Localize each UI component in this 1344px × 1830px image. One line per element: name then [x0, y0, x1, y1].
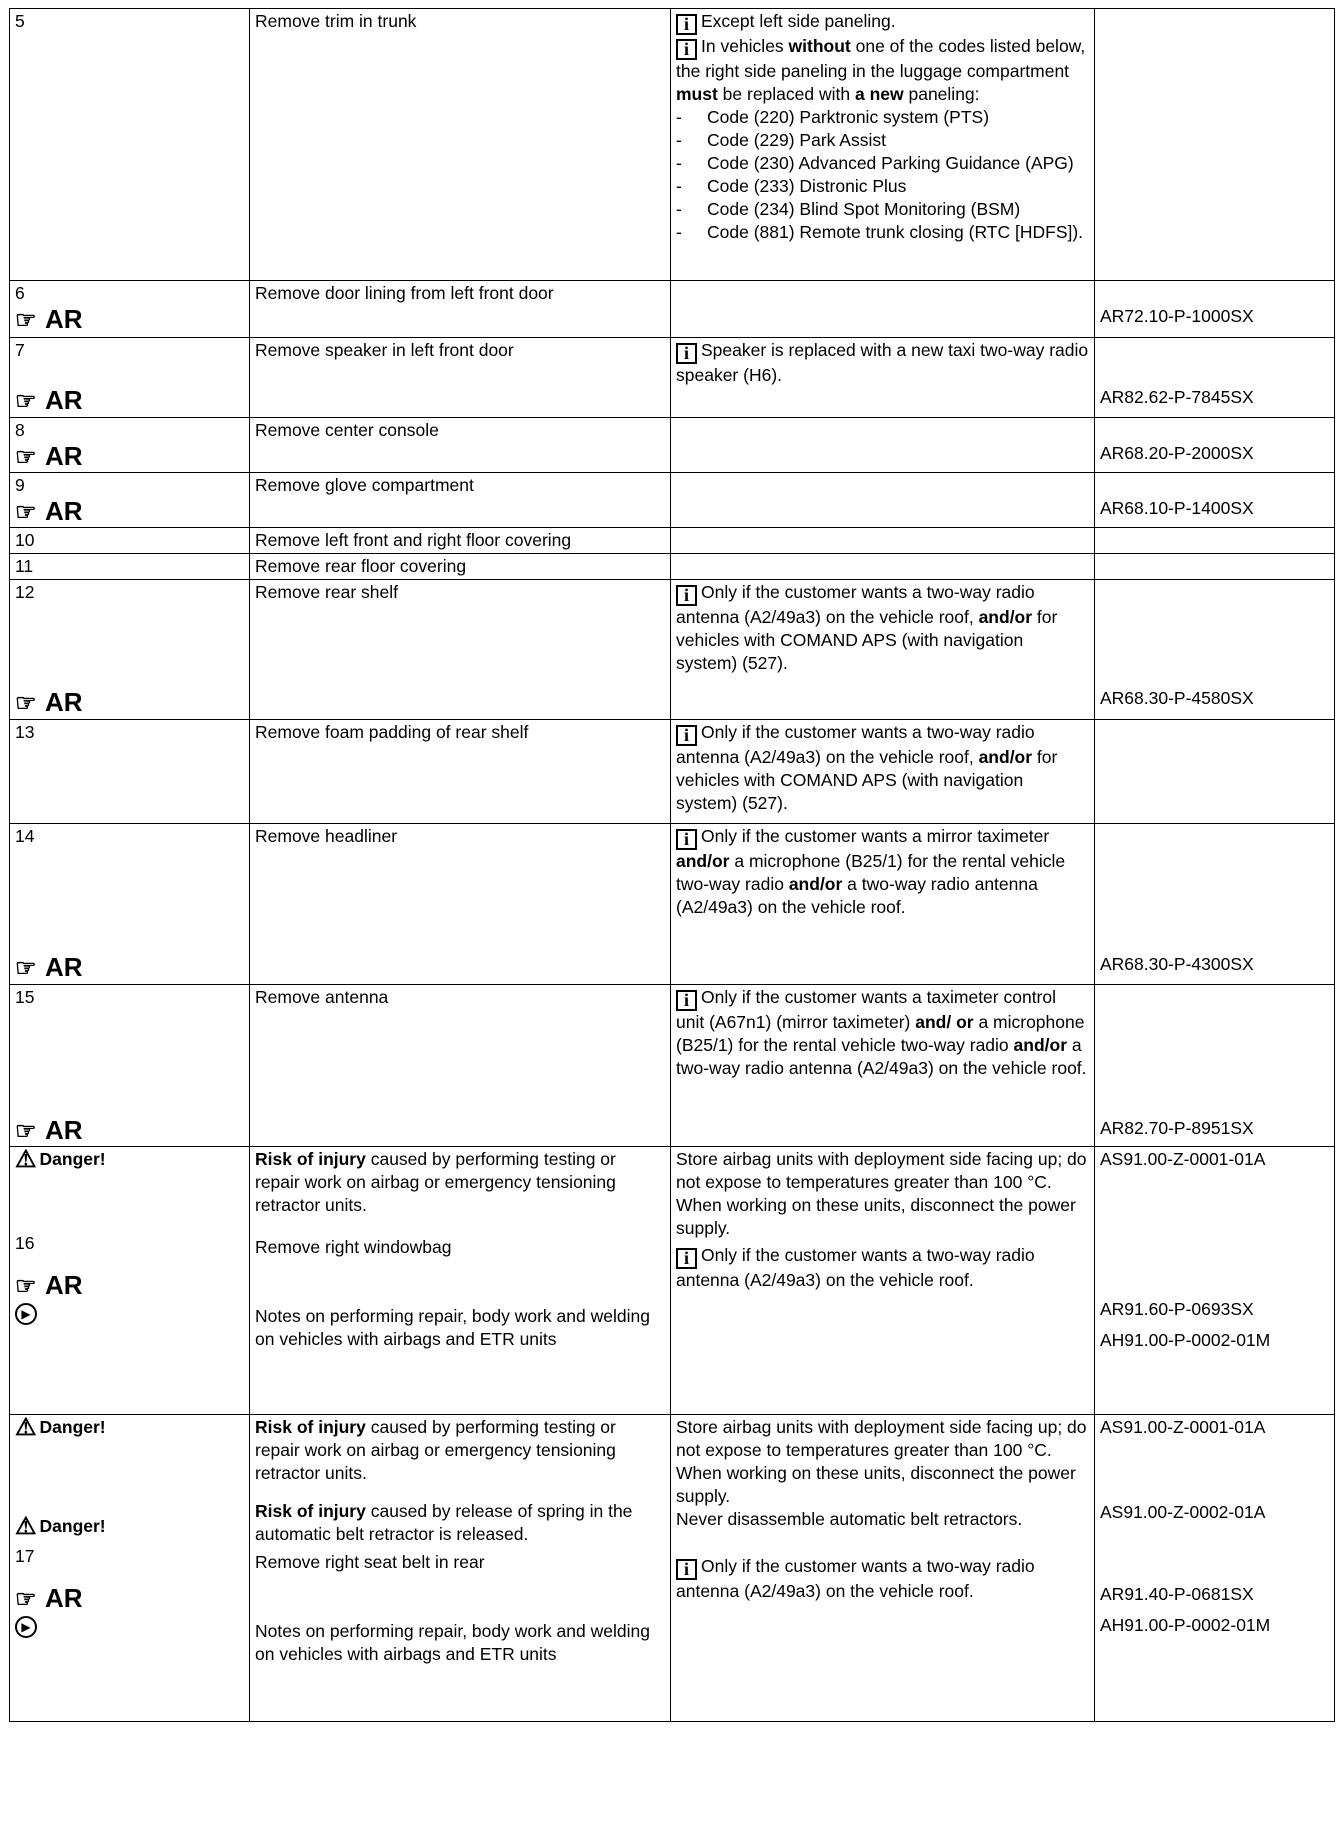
action-text: Remove right windowbag — [255, 1237, 452, 1257]
info-emphasis: and/or — [788, 874, 843, 894]
note-line — [676, 986, 1089, 1080]
reference-link[interactable]: AR91.40-P-0681SX — [1100, 1584, 1254, 1604]
info-text: a microphone (B25/1) for the rental vehicle two-way radio — [676, 851, 1066, 894]
info-text: Only if the customer wants a two-way radio antenna (A2/49a3) on the vehicle roof, — [676, 582, 1035, 627]
table-row — [10, 720, 1335, 824]
step-cell — [10, 1415, 250, 1722]
reference-cell — [1095, 720, 1335, 824]
ar-label: AR — [45, 496, 83, 526]
danger-description — [255, 1148, 665, 1217]
reference-cell — [1095, 418, 1335, 473]
reference-link[interactable]: AS91.00-Z-0001-01A — [1100, 1149, 1266, 1169]
step-number: 12 — [15, 582, 35, 602]
step-cell — [10, 1147, 250, 1415]
table-row — [10, 985, 1335, 1147]
pointing-hand-icon: ☞ — [15, 388, 37, 415]
pointing-hand-icon: ☞ — [15, 499, 37, 526]
reference-link[interactable]: AS91.00-Z-0002-01A — [1100, 1502, 1266, 1522]
step-number: 9 — [15, 475, 25, 495]
reference-cell — [1095, 985, 1335, 1147]
code-text: Code (881) Remote trunk closing (RTC [HDFS]). — [707, 222, 1084, 242]
table-row — [10, 554, 1335, 580]
action-cell — [250, 985, 671, 1147]
notes-cell — [671, 985, 1095, 1147]
action-text: Remove right seat belt in rear — [255, 1552, 485, 1572]
notes-cell — [671, 824, 1095, 985]
step-cell — [10, 473, 250, 528]
dash: - — [676, 130, 682, 150]
code-text: Code (220) Parktronic system (PTS) — [707, 107, 990, 127]
reference-cell — [1095, 1147, 1335, 1415]
notes-cell — [671, 281, 1095, 338]
ar-marker — [15, 386, 244, 414]
action-text: Remove center console — [255, 420, 439, 440]
dash: - — [676, 176, 682, 196]
action-cell — [250, 473, 671, 528]
info-emphasis: and/or — [978, 747, 1033, 767]
note-circle-icon: ▶ — [15, 1616, 37, 1638]
note-line — [676, 581, 1089, 675]
info-icon: i — [676, 990, 697, 1011]
action-cell — [250, 281, 671, 338]
pointing-hand-icon: ☞ — [15, 444, 37, 471]
info-text: a two-way radio antenna (A2/49a3) on the vehicle roof. — [676, 1035, 1087, 1078]
danger-text: caused by performing testing or repair work on airbag or emergency tensioning retractor units. — [255, 1417, 616, 1483]
info-emphasis: and/or — [1013, 1035, 1068, 1055]
step-number: 7 — [15, 340, 25, 360]
table-row — [10, 528, 1335, 554]
action-text: Remove door lining from left front door — [255, 283, 554, 303]
info-text: be replaced with — [717, 84, 855, 104]
action-text: Remove rear floor covering — [255, 556, 467, 576]
action-text: Remove foam padding of rear shelf — [255, 722, 529, 742]
warning-triangle-icon: ⚠ — [15, 1414, 37, 1441]
reference-link[interactable]: AR68.30-P-4300SX — [1100, 954, 1254, 974]
ar-label: AR — [45, 687, 83, 717]
step-cell — [10, 580, 250, 720]
reference-cell — [1095, 338, 1335, 418]
ar-marker — [15, 442, 244, 470]
action-cell — [250, 720, 671, 824]
info-text: for vehicles with COMAND APS (with navigation system) (527). — [676, 607, 1058, 673]
info-emphasis: must — [676, 84, 718, 104]
reference-cell — [1095, 580, 1335, 720]
danger-label — [15, 1515, 244, 1538]
danger-emphasis: Risk of injury — [255, 1501, 366, 1521]
table-row — [10, 1415, 1335, 1722]
action-text: Remove rear shelf — [255, 582, 398, 602]
note-line — [676, 339, 1089, 387]
reference-link[interactable]: AR68.10-P-1400SX — [1100, 498, 1254, 518]
info-emphasis: a new — [854, 84, 904, 104]
info-text: Only if the customer wants a two-way radio antenna (A2/49a3) on the vehicle roof. — [676, 1556, 1035, 1601]
code-list-item — [676, 106, 1089, 129]
notes-cell — [671, 720, 1095, 824]
danger-note: Never disassemble automatic belt retractors. — [676, 1509, 1023, 1529]
reference-cell — [1095, 824, 1335, 985]
ar-marker — [15, 497, 244, 525]
ar-marker — [15, 688, 244, 716]
code-list-item — [676, 152, 1089, 175]
step-cell — [10, 528, 250, 554]
ar-marker — [15, 1116, 244, 1144]
code-text: Code (233) Distronic Plus — [707, 176, 907, 196]
info-icon: i — [676, 1248, 697, 1269]
info-text: a microphone (B25/1) for the rental vehicle two-way radio — [676, 1012, 1085, 1055]
step-number: 11 — [15, 556, 34, 576]
action-cell — [250, 1147, 671, 1415]
ar-label: AR — [45, 1583, 83, 1613]
action-text: Remove left front and right floor covering — [255, 530, 572, 550]
pointing-hand-icon: ☞ — [15, 690, 37, 717]
danger-text: Danger! — [39, 1516, 106, 1536]
action-cell — [250, 554, 671, 580]
note-action-text: Notes on performing repair, body work and welding on vehicles with airbags and ETR units — [255, 1621, 650, 1664]
reference-cell — [1095, 473, 1335, 528]
table-row — [10, 338, 1335, 418]
step-cell — [10, 554, 250, 580]
action-cell — [250, 824, 671, 985]
info-emphasis: and/ or — [915, 1012, 974, 1032]
danger-emphasis: Risk of injury — [255, 1417, 366, 1437]
table-row — [10, 418, 1335, 473]
table-row — [10, 281, 1335, 338]
info-text: Only if the customer wants a two-way radio antenna (A2/49a3) on the vehicle roof, — [676, 722, 1035, 767]
reference-link[interactable]: AR68.20-P-2000SX — [1100, 443, 1254, 463]
reference-link[interactable]: AR68.30-P-4580SX — [1100, 688, 1254, 708]
danger-description — [255, 1416, 665, 1485]
info-icon: i — [676, 585, 697, 606]
notes-cell — [671, 554, 1095, 580]
notes-cell — [671, 338, 1095, 418]
reference-cell — [1095, 281, 1335, 338]
info-emphasis: and/or — [978, 607, 1033, 627]
action-text: Remove glove compartment — [255, 475, 474, 495]
action-cell — [250, 528, 671, 554]
reference-link[interactable]: AR82.62-P-7845SX — [1100, 387, 1254, 407]
warning-triangle-icon: ⚠ — [15, 1513, 37, 1540]
action-cell — [250, 9, 671, 281]
info-text: a two-way radio antenna (A2/49a3) on the vehicle roof. — [676, 874, 1038, 917]
info-text: paneling: — [903, 84, 980, 104]
action-text: Remove trim in trunk — [255, 11, 417, 31]
code-list-item — [676, 198, 1089, 221]
info-text: Except left side paneling. — [701, 11, 896, 31]
note-line — [676, 10, 1089, 35]
info-text: one of the codes listed below, the right side paneling in the luggage compartment — [676, 36, 1086, 81]
info-text: Only if the customer wants a mirror taximeter — [701, 826, 1050, 846]
step-cell — [10, 281, 250, 338]
pointing-hand-icon: ☞ — [15, 307, 37, 334]
code-text: Code (230) Advanced Parking Guidance (APG) — [707, 153, 1074, 173]
info-icon: i — [676, 14, 697, 35]
step-cell — [10, 9, 250, 281]
info-icon: i — [676, 343, 697, 364]
info-text: Only if the customer wants a taximeter control unit (A67n1) (mirror taximeter) — [676, 987, 1056, 1032]
reference-link[interactable]: AR91.60-P-0693SX — [1100, 1299, 1254, 1319]
step-number: 6 — [15, 283, 25, 303]
step-number: 14 — [15, 826, 35, 846]
info-icon: i — [676, 829, 697, 850]
ar-label: AR — [45, 1115, 83, 1145]
info-text: Only if the customer wants a two-way radio antenna (A2/49a3) on the vehicle roof. — [676, 1245, 1035, 1290]
note-circle-icon: ▶ — [15, 1303, 37, 1325]
ar-label: AR — [45, 385, 83, 415]
danger-emphasis: Risk of injury — [255, 1149, 366, 1169]
note-line — [676, 825, 1089, 919]
notes-cell — [671, 418, 1095, 473]
step-number: 16 — [15, 1233, 35, 1253]
procedure-table — [9, 8, 1335, 1722]
reference-link[interactable]: AH91.00-P-0002-01M — [1100, 1330, 1271, 1350]
step-cell — [10, 720, 250, 824]
step-number: 17 — [15, 1546, 35, 1566]
reference-link[interactable]: AS91.00-Z-0001-01A — [1100, 1417, 1266, 1437]
step-cell — [10, 824, 250, 985]
step-number: 10 — [15, 530, 35, 550]
dash: - — [676, 222, 682, 242]
step-number: 13 — [15, 722, 35, 742]
note-action-text: Notes on performing repair, body work and welding on vehicles with airbags and ETR units — [255, 1306, 650, 1349]
note-line — [676, 721, 1089, 815]
pointing-hand-icon: ☞ — [15, 1118, 37, 1145]
info-icon: i — [676, 39, 697, 60]
note-line — [676, 35, 1089, 106]
danger-note: Store airbag units with deployment side facing up; do not expose to temperatures greater than 100 °C. When working on these units, disconnect the power supply. — [676, 1417, 1087, 1506]
note-line — [676, 1555, 1089, 1603]
ar-label: AR — [45, 441, 83, 471]
ar-label: AR — [45, 1270, 83, 1300]
info-text: Speaker is replaced with a new taxi two-way radio speaker (H6). — [676, 340, 1089, 385]
danger-text: caused by performing testing or repair work on airbag or emergency tensioning retractor units. — [255, 1149, 616, 1215]
procedure-page — [9, 8, 1334, 1722]
info-text: In vehicles — [701, 36, 789, 56]
table-row — [10, 9, 1335, 281]
info-emphasis: without — [788, 36, 851, 56]
action-cell — [250, 580, 671, 720]
code-text: Code (234) Blind Spot Monitoring (BSM) — [707, 199, 1021, 219]
table-row — [10, 580, 1335, 720]
action-cell — [250, 418, 671, 473]
code-text: Code (229) Park Assist — [707, 130, 886, 150]
action-text: Remove headliner — [255, 826, 398, 846]
reference-cell — [1095, 554, 1335, 580]
code-list-item — [676, 221, 1089, 244]
pointing-hand-icon: ☞ — [15, 1586, 37, 1613]
step-number: 5 — [15, 11, 25, 31]
info-text: for vehicles with COMAND APS (with navigation system) (527). — [676, 747, 1058, 813]
step-cell — [10, 338, 250, 418]
table-row — [10, 1147, 1335, 1415]
danger-label — [15, 1416, 244, 1439]
danger-label — [15, 1148, 244, 1171]
reference-link[interactable]: AR82.70-P-8951SX — [1100, 1118, 1254, 1138]
notes-cell — [671, 473, 1095, 528]
notes-cell — [671, 1415, 1095, 1722]
reference-cell — [1095, 9, 1335, 281]
action-text: Remove antenna — [255, 987, 389, 1007]
ar-marker — [15, 1584, 244, 1612]
pointing-hand-icon: ☞ — [15, 955, 37, 982]
dash: - — [676, 107, 682, 127]
action-text: Remove speaker in left front door — [255, 340, 514, 360]
danger-text: Danger! — [39, 1417, 106, 1437]
info-emphasis: and/or — [676, 851, 730, 871]
danger-text: caused by release of spring in the automatic belt retractor is released. — [255, 1501, 633, 1544]
step-cell — [10, 985, 250, 1147]
danger-description — [255, 1500, 665, 1546]
reference-link[interactable]: AR72.10-P-1000SX — [1100, 306, 1254, 326]
notes-cell — [671, 528, 1095, 554]
notes-cell — [671, 9, 1095, 281]
code-list-item — [676, 175, 1089, 198]
step-number: 8 — [15, 420, 25, 440]
ar-marker — [15, 953, 244, 981]
reference-link[interactable]: AH91.00-P-0002-01M — [1100, 1615, 1271, 1635]
pointing-hand-icon: ☞ — [15, 1273, 37, 1300]
info-icon: i — [676, 1559, 697, 1580]
step-cell — [10, 418, 250, 473]
notes-cell — [671, 1147, 1095, 1415]
danger-text: Danger! — [39, 1149, 106, 1169]
warning-triangle-icon: ⚠ — [15, 1146, 37, 1173]
code-list-item — [676, 129, 1089, 152]
action-cell — [250, 1415, 671, 1722]
dash: - — [676, 199, 682, 219]
ar-label: AR — [45, 952, 83, 982]
dash: - — [676, 153, 682, 173]
danger-note: Store airbag units with deployment side facing up; do not expose to temperatures greater than 100 °C. When working on these units, disconnect the power supply. — [676, 1149, 1087, 1238]
table-row — [10, 824, 1335, 985]
ar-label: AR — [45, 304, 83, 334]
step-number: 15 — [15, 987, 35, 1007]
reference-cell — [1095, 528, 1335, 554]
notes-cell — [671, 580, 1095, 720]
reference-cell — [1095, 1415, 1335, 1722]
ar-marker — [15, 305, 244, 333]
action-cell — [250, 338, 671, 418]
table-row — [10, 473, 1335, 528]
note-line — [676, 1244, 1089, 1292]
info-icon: i — [676, 725, 697, 746]
ar-marker — [15, 1271, 244, 1299]
